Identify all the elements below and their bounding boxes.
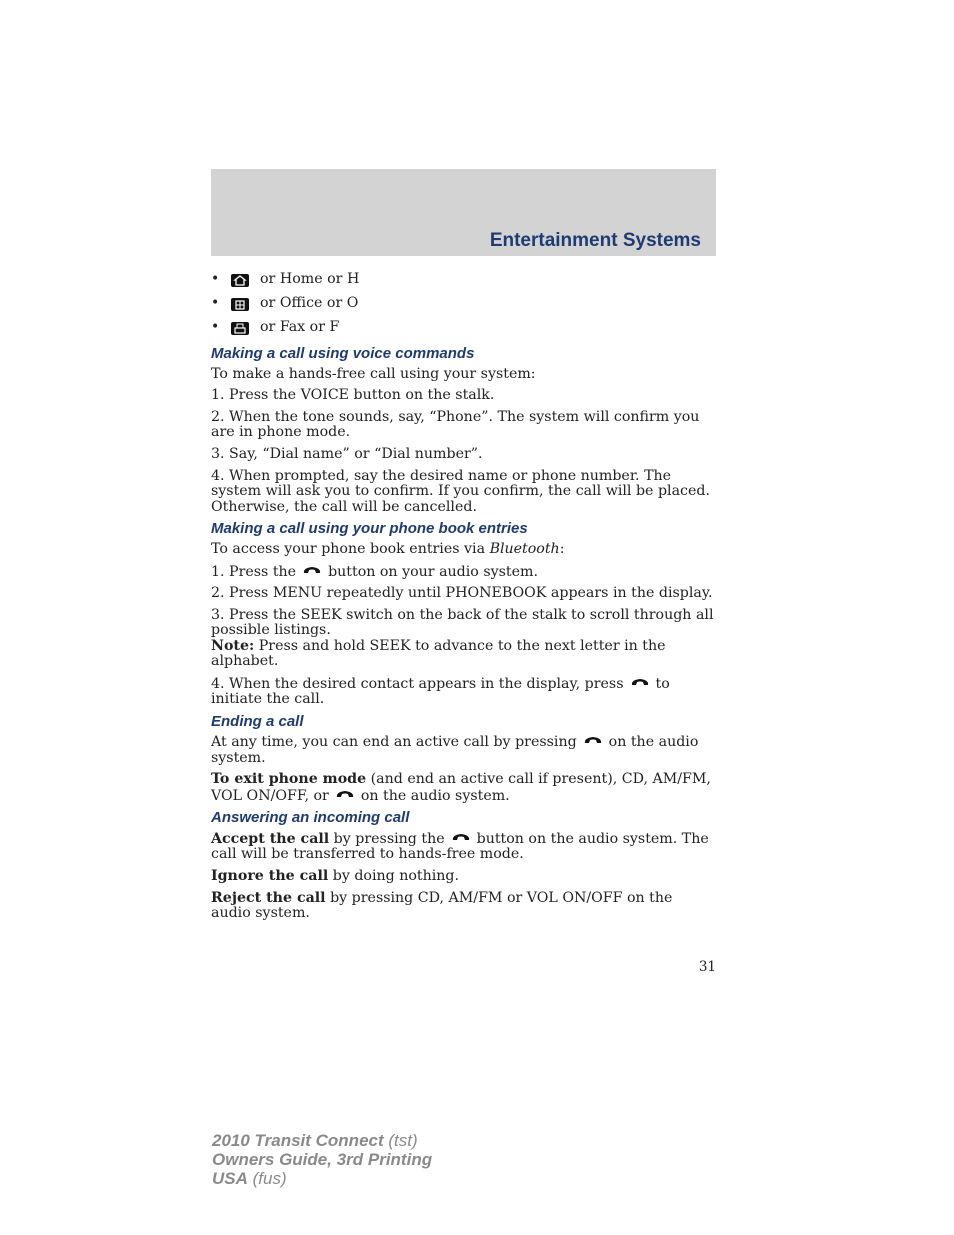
note-label: Note: [211,637,255,654]
paragraph [211,869,716,885]
step-3: 3. Say, “Dial name” or “Dial number”. [211,445,483,462]
text: by doing nothing. [328,868,460,885]
subheading-ending-call: Ending a call [211,712,304,730]
text: by pressing CD, AM/FM or VOL ON/OFF on the audio system. [211,889,673,922]
step-4 [211,676,716,708]
bold-term: To exit phone mode [211,771,367,788]
bullet-dot: • [211,271,220,288]
step-2: 2. Press MENU repeatedly until PHONEBOOK appears in the display. [211,584,713,601]
list-item-label: or Home or H [260,271,360,288]
text: on the audio system. [360,787,510,804]
text: 4. When the desired contact appears in the display, press [211,675,624,692]
footer-line [212,1169,432,1188]
bold-term: Accept the call [211,830,330,847]
home-icon [231,274,249,287]
step-3 [211,608,716,670]
paragraph [211,831,716,863]
phone-icon [451,831,471,847]
bluetooth-term: Bluetooth [489,540,560,557]
text: : [559,540,565,557]
paragraph [211,542,716,558]
subheading-answering-call: Answering an incoming call [211,809,410,827]
paragraph [211,772,716,804]
paragraph: To make a hands-free call using your system: [211,365,536,382]
text: (fus) [247,1169,287,1188]
list-item-label: or Fax or F [260,319,340,336]
list-item-fax [211,316,716,340]
footer-line: Owners Guide, 3rd Printing [212,1150,433,1169]
step-1 [211,564,716,580]
office-icon [231,298,249,311]
text: (tst) [383,1131,418,1150]
paragraph [211,891,716,922]
bold-term: Reject the call [211,889,326,906]
bullet-dot: • [211,295,220,312]
text: (and end an active call if present), CD, AM/FM, VOL ON/OFF, or [211,771,711,804]
list-item-label: or Office or O [260,295,359,312]
text: To access your phone book entries via [211,540,490,557]
page-number: 31 [698,959,716,975]
text: Press and hold SEEK to advance to the next letter in the alphabet. [211,637,666,670]
text: 3. Press the SEEK switch on the back of the stalk to scroll through all possible listings. [211,606,714,639]
section-title: Entertainment Systems [489,230,701,251]
bullet-dot: • [211,319,220,336]
subheading-voice-commands: Making a call using voice commands [211,345,475,362]
fax-icon [231,322,249,335]
paragraph [211,734,716,766]
text: button on your audio system. [328,563,538,580]
phone-icon [335,788,355,804]
text: At any time, you can end an active call by pressing [211,734,577,751]
text: 2010 Transit Connect [212,1131,384,1150]
subheading-phone-book: Making a call using your phone book entries [211,520,528,538]
step-1: 1. Press the VOICE button on the stalk. [211,387,495,404]
footer-line [212,1131,432,1150]
text: to initiate the call. [211,675,670,708]
text: button on the audio system. The call will be transferred to hands-free mode. [211,830,709,863]
text: 1. Press the [211,563,297,580]
phone-icon [583,734,603,750]
document-footer [212,1131,432,1188]
step-2: 2. When the tone sounds, say, “Phone”. The system will confirm you are in phone mode. [211,408,700,441]
text: by pressing the [329,830,445,847]
step-4: 4. When prompted, say the desired name or phone number. The system will ask you to confirm. If you confirm, the call will be placed. Otherwise, the call will be cancelled. [211,467,710,515]
phone-icon [630,676,650,692]
list-item-home [211,268,716,292]
bold-term: Ignore the call [211,868,329,885]
list-item-office [211,292,716,316]
text: USA [212,1169,248,1188]
phone-icon [302,564,322,580]
text: on the audio system. [211,734,699,766]
page-content [211,268,716,928]
section-header-band [211,169,716,256]
